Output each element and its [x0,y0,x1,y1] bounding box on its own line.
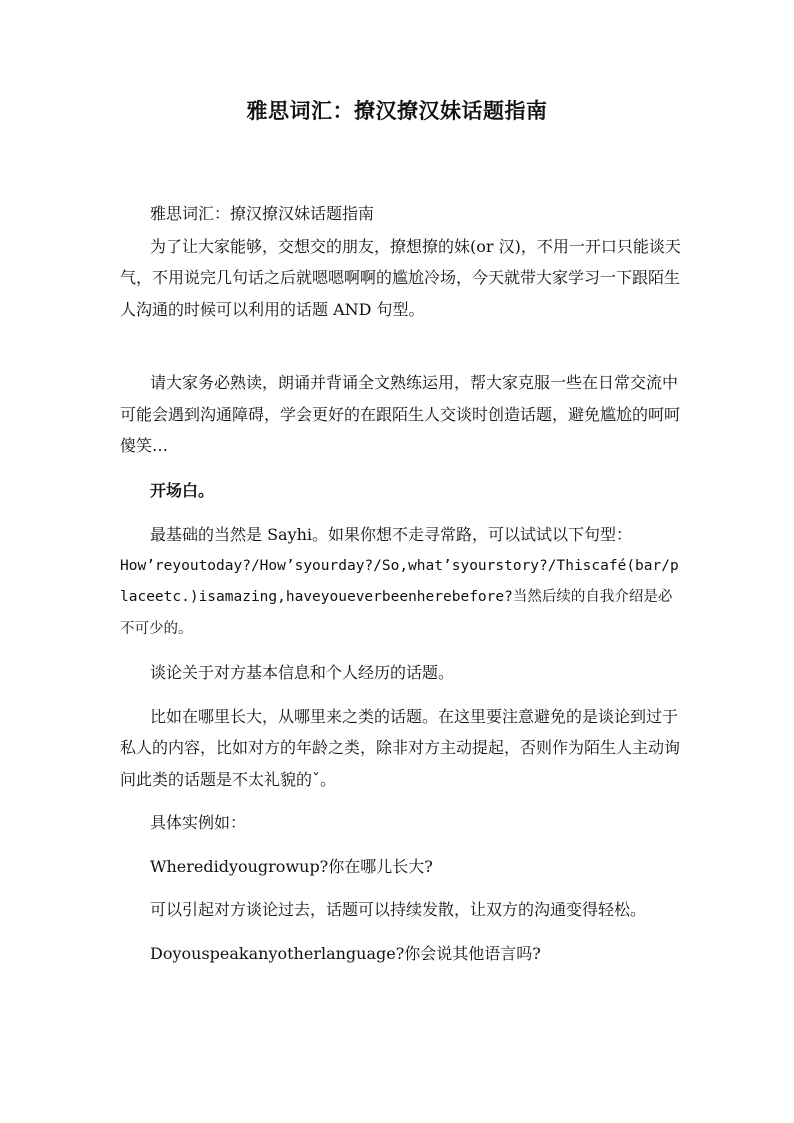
instruction-paragraph: 请大家务必熟读，朗诵并背诵全文熟练运用，帮大家克服一些在日常交流中可能会遇到沟通障碍，学会更好的在跟陌生人交谈时创造话题，避免尴尬的呵呵傻笑… [120,373,681,455]
document-title: 雅思词汇：撩汉撩汉妹话题指南 [246,98,548,123]
example-sentences: How’reyoutoday?/How’syourday?/So,what’syourstory?/Thiscafé(bar/placeetc.)isamazing,haveyoueverbeenherebefore?当然后续的自我介绍是必不可少的。 [120,557,679,637]
example-grow-up: Wheredidyougrowup?你在哪儿长大? [150,856,433,876]
document-body-top [120,198,686,325]
explanation-paragraph: 可以引起对方谈论过去，话题可以持续发散，让双方的沟通变得轻松。 [150,900,647,919]
document-body-main [120,367,686,969]
examples-label: 具体实例如： [150,813,247,832]
personal-topic-paragraph: 比如在哪里长大，从哪里来之类的话题。在这里要注意避免的是谈论到过于私人的内容，比如对方的年龄之类，除非对方主动提起，否则作为陌生人主动询问此类的话题是不太礼貌的ˇ。 [120,706,681,789]
subtitle-paragraph: 雅思词汇：撩汉撩汉妹话题指南 [150,204,375,223]
example-language: Doyouspeakanyotherlanguage?你会说其他语言吗? [150,943,541,963]
section-heading-personal: 谈论关于对方基本信息和个人经历的话题。 [150,663,455,682]
intro-paragraph: 为了让大家能够，交想交的朋友，撩想撩的妹(or 汉)，不用一开口只能谈天气，不用说完几句话之后就嗯嗯啊啊的尴尬冷场，今天就带大家学习一下跟陌生人沟通的时候可以利用的话题 AND 句型。 [120,236,681,319]
opening-paragraph: 最基础的当然是 Sayhi。如果你想不走寻常路，可以试试以下句型： [150,525,633,544]
section-heading-opening: 开场白。 [150,480,215,500]
